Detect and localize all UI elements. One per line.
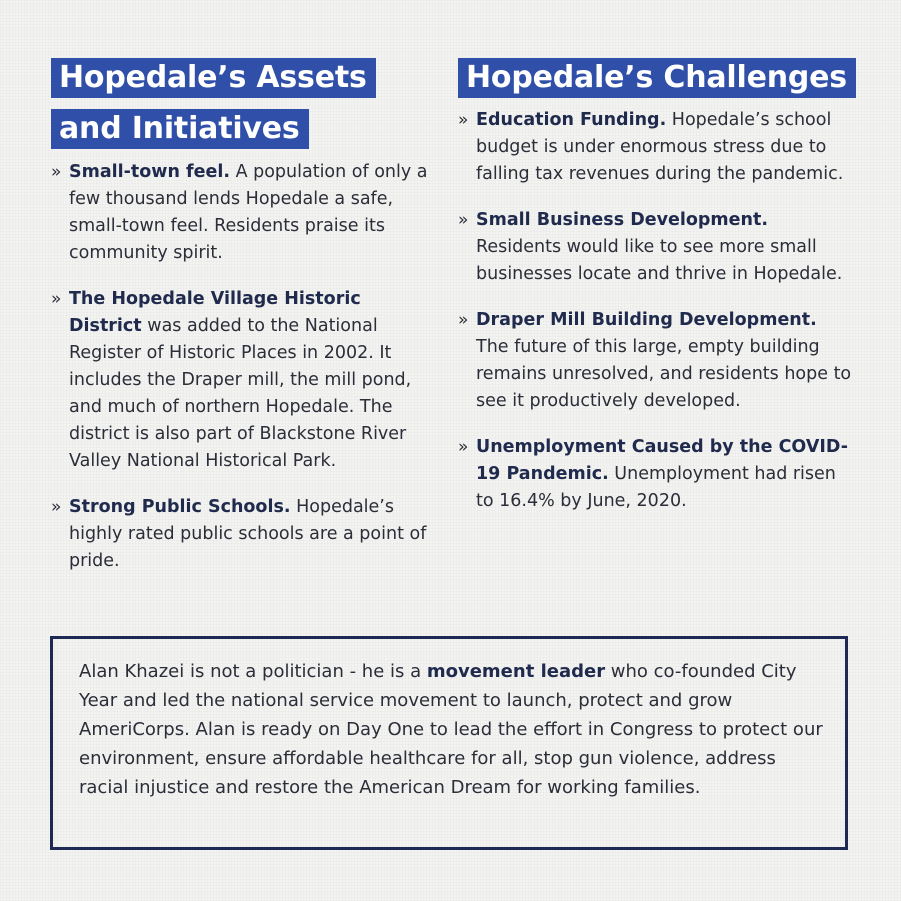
item-title: Strong Public Schools.: [69, 497, 291, 517]
item-text: was added to the National Register of Historic Places in 2002. It includes the Draper mill, the mill pond, and much of northern Hopedale. The district is also part of Blackstone River Valley National Historical Park.: [69, 316, 412, 471]
item-title: Unemployment Caused by the COVID-19 Pandemic.: [476, 437, 848, 484]
callout-text-after: who co-founded City Year and led the national service movement to launch, protect and grow AmeriCorps. Alan is ready on Day One to lead the effort in Congress to protect our environment, ensure affordable healthcare for all, stop gun violence, address racial injustice and restore the American Dream for working families.: [79, 661, 823, 798]
bullet-icon: »: [51, 289, 62, 309]
challenges-heading-text: Hopedale’s Challenges: [458, 58, 856, 98]
list-item: [458, 107, 853, 188]
assets-heading-line1: Hopedale’s Assets: [51, 58, 376, 98]
item-text: Unemployment had risen to 16.4% by June, 2020.: [476, 464, 836, 511]
candidate-callout-box: [50, 636, 848, 850]
item-title: The Hopedale Village Historic District: [69, 289, 361, 336]
callout-text: [79, 657, 825, 802]
list-item: [458, 434, 853, 515]
bullet-icon: »: [51, 162, 62, 182]
item-text: Hopedale’s highly rated public schools are a point of pride.: [69, 497, 427, 571]
item-title: Draper Mill Building Development.: [476, 310, 817, 330]
bullet-icon: »: [458, 437, 469, 457]
bullet-icon: »: [458, 110, 469, 130]
assets-list: [51, 159, 436, 575]
item-text: Hopedale’s school budget is under enormous stress due to falling tax revenues during the pandemic.: [476, 110, 844, 184]
item-text: A population of only a few thousand lends Hopedale a safe, small-town feel. Residents praise its community spirit.: [69, 162, 428, 263]
item-title: Small-town feel.: [69, 162, 231, 182]
item-title: Small Business Development.: [476, 210, 768, 230]
bullet-icon: »: [51, 497, 62, 517]
list-item: [458, 207, 853, 288]
list-item: [51, 286, 436, 475]
list-item: [51, 159, 436, 267]
bullet-icon: »: [458, 210, 469, 230]
assets-column: [51, 58, 436, 594]
challenges-heading: [458, 58, 853, 98]
list-item: [458, 307, 853, 415]
item-text: Residents would like to see more small businesses locate and thrive in Hopedale.: [476, 237, 843, 284]
list-item: [51, 494, 436, 575]
challenges-column: [458, 58, 853, 534]
assets-heading: [51, 58, 436, 149]
bullet-icon: »: [458, 310, 469, 330]
item-title: Education Funding.: [476, 110, 667, 130]
item-text: The future of this large, empty building remains unresolved, and residents hope to see it productively developed.: [476, 337, 852, 411]
callout-highlight: movement leader: [426, 661, 606, 682]
challenges-list: [458, 107, 853, 515]
callout-text-before: Alan Khazei is not a politician - he is a: [79, 661, 427, 682]
assets-heading-line2: and Initiatives: [51, 109, 309, 149]
